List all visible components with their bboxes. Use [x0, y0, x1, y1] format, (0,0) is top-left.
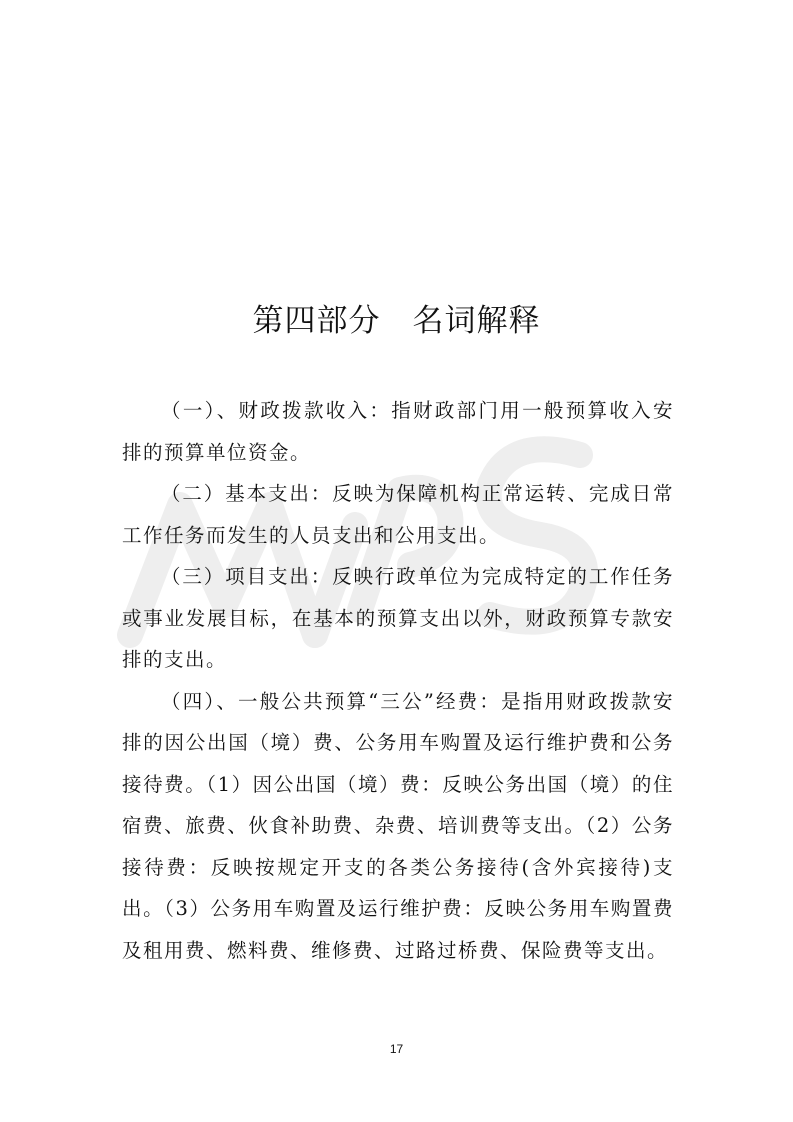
paragraph-4: （四）、一般公共预算“三公”经费：是指用财政拨款安排的因公出国（境）费、公务用车购置及运行维护费和公务接待费。（1）因公出国（境）费：反映公务出国（境）的住宿费、旅费、伙食补助费、杂费、培训费等支出。（2）公务接待费：反映按规定开支的各类公务接待(含外宾接待)支出。（3）公务用车购置及运行维护费：反映公务用车购置费及租用费、燃料费、维修费、过路过桥费、保险费等支出。 — [122, 689, 674, 962]
page-number: 17 — [389, 1042, 404, 1056]
paragraph-1: （一）、财政拨款收入：指财政部门用一般预算收入安排的预算单位资金。 — [122, 399, 674, 464]
page-title: 第四部分 名词解释 — [252, 303, 541, 339]
paragraph-3: （三）项目支出：反映行政单位为完成特定的工作任务或事业发展目标，在基本的预算支出以外，财政预算专款安排的支出。 — [122, 565, 674, 671]
document-body — [122, 390, 674, 971]
paragraph-2: （二）基本支出：反映为保障机构正常运转、完成日常工作任务而发生的人员支出和公用支出。 — [122, 482, 674, 547]
